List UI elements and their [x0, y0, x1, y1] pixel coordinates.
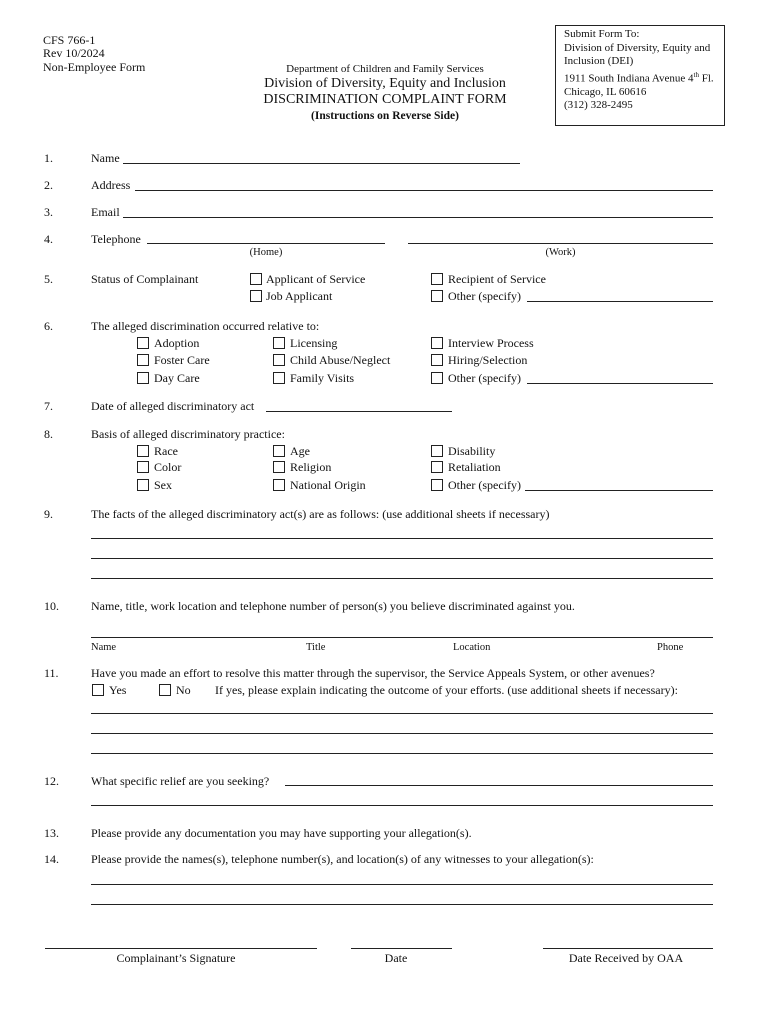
item-number-13: 13. [44, 826, 59, 840]
submit-city: Chicago, IL 60616 [564, 85, 647, 98]
item-number-8: 8. [44, 427, 53, 441]
resolve-line[interactable] [91, 753, 713, 754]
no-label: No [176, 683, 191, 697]
form-revision: Rev 10/2024 [43, 46, 105, 60]
relative-other-field[interactable] [527, 383, 713, 384]
resolve-question: Have you made an effort to resolve this matter through the supervisor, the Service Appeals System, or other avenues? [91, 666, 655, 680]
facts-line[interactable] [91, 558, 713, 559]
column-location: Location [453, 642, 491, 653]
persons-label: Name, title, work location and telephone number of person(s) you believe discriminated against you. [91, 599, 575, 613]
retaliation-checkbox[interactable] [431, 461, 443, 473]
signature-date-field[interactable] [351, 948, 452, 949]
recipient-of-service-checkbox[interactable] [431, 273, 443, 285]
basis-other-checkbox[interactable] [431, 479, 443, 491]
persons-line[interactable] [91, 637, 713, 638]
form-id: CFS 766-1 [43, 33, 96, 47]
address-label: Address [91, 178, 131, 192]
date-of-act-field[interactable] [266, 411, 452, 412]
job-applicant-checkbox[interactable] [250, 290, 262, 302]
item-number-12: 12. [44, 774, 59, 788]
foster-care-label: Foster Care [154, 353, 210, 367]
color-checkbox[interactable] [137, 461, 149, 473]
interview-process-label: Interview Process [448, 336, 534, 350]
family-visits-label: Family Visits [290, 371, 355, 385]
submit-form-box [555, 25, 725, 126]
item-number-7: 7. [44, 399, 53, 413]
interview-process-checkbox[interactable] [431, 337, 443, 349]
column-name: Name [91, 642, 117, 653]
color-label: Color [154, 460, 182, 474]
column-title: Title [306, 642, 326, 653]
disability-checkbox[interactable] [431, 445, 443, 457]
form-type: Non-Employee Form [43, 60, 146, 74]
child-abuse-checkbox[interactable] [273, 354, 285, 366]
sex-label: Sex [154, 478, 172, 492]
item-number-14: 14. [44, 852, 59, 866]
facts-line[interactable] [91, 538, 713, 539]
date-received-field[interactable] [543, 948, 713, 949]
department-name: Department of Children and Family Services [286, 63, 484, 75]
hiring-selection-label: Hiring/Selection [448, 353, 528, 367]
day-care-label: Day Care [154, 371, 200, 385]
home-phone-caption: (Home) [249, 247, 283, 258]
resolve-line[interactable] [91, 713, 713, 714]
age-label: Age [290, 444, 310, 458]
hiring-selection-checkbox[interactable] [431, 354, 443, 366]
race-checkbox[interactable] [137, 445, 149, 457]
form-title: DISCRIMINATION COMPLAINT FORM [263, 92, 507, 107]
yes-checkbox[interactable] [92, 684, 104, 696]
basis-label: Basis of alleged discriminatory practice: [91, 427, 285, 441]
name-field[interactable] [123, 163, 520, 164]
work-phone-caption: (Work) [545, 247, 576, 258]
relief-label: What specific relief are you seeking? [91, 774, 270, 788]
child-abuse-label: Child Abuse/Neglect [290, 353, 391, 367]
religion-checkbox[interactable] [273, 461, 285, 473]
division-name: Division of Diversity, Equity and Inclusion [264, 76, 506, 91]
relative-other-label: Other (specify) [448, 371, 521, 385]
email-label: Email [91, 205, 120, 219]
item-number-3: 3. [44, 205, 53, 219]
date-received-label: Date Received by OAA [568, 951, 684, 965]
item-number-2: 2. [44, 178, 53, 192]
witnesses-label: Please provide the names(s), telephone number(s), and location(s) of any witnesses to your allegation(s): [91, 852, 594, 866]
date-of-act-label: Date of alleged discriminatory act [91, 399, 255, 413]
recipient-of-service-label: Recipient of Service [448, 272, 546, 286]
instructions-note: (Instructions on Reverse Side) [311, 110, 459, 122]
item-number-1: 1. [44, 151, 53, 165]
status-other-checkbox[interactable] [431, 290, 443, 302]
no-checkbox[interactable] [159, 684, 171, 696]
relief-line[interactable] [91, 805, 713, 806]
resolve-line[interactable] [91, 733, 713, 734]
submit-division-abbr: Inclusion (DEI) [564, 55, 634, 67]
telephone-label: Telephone [91, 232, 141, 246]
submit-label: Submit Form To: [564, 28, 640, 40]
name-label: Name [91, 151, 120, 165]
if-yes-explain-label: If yes, please explain indicating the outcome of your efforts. (use additional sheets if necessary): [215, 683, 678, 697]
work-phone-field[interactable] [408, 243, 713, 244]
relief-field[interactable] [285, 785, 713, 786]
item-number-5: 5. [44, 272, 53, 286]
signature-date-label: Date [384, 951, 408, 965]
column-phone: Phone [657, 642, 684, 653]
status-label: Status of Complainant [91, 272, 199, 286]
item-number-10: 10. [44, 599, 59, 613]
facts-line[interactable] [91, 578, 713, 579]
address-field[interactable] [135, 190, 713, 191]
race-label: Race [154, 444, 178, 458]
religion-label: Religion [290, 460, 332, 474]
item-number-9: 9. [44, 507, 53, 521]
adoption-checkbox[interactable] [137, 337, 149, 349]
witnesses-line[interactable] [91, 904, 713, 905]
documentation-label: Please provide any documentation you may have supporting your allegation(s). [91, 826, 472, 840]
submit-address: 1911 South Indiana Avenue 4th Fl. [564, 70, 714, 85]
national-origin-label: National Origin [290, 478, 366, 492]
applicant-of-service-checkbox[interactable] [250, 273, 262, 285]
basis-other-field[interactable] [525, 490, 713, 491]
item-number-4: 4. [44, 232, 53, 246]
family-visits-checkbox[interactable] [273, 372, 285, 384]
yes-label: Yes [109, 683, 127, 697]
job-applicant-label: Job Applicant [266, 289, 333, 303]
submit-phone: (312) 328-2495 [564, 99, 633, 112]
email-field[interactable] [123, 217, 713, 218]
basis-other-label: Other (specify) [448, 478, 521, 492]
foster-care-checkbox[interactable] [137, 354, 149, 366]
item-number-11: 11. [44, 666, 59, 680]
adoption-label: Adoption [154, 336, 200, 350]
witnesses-line[interactable] [91, 884, 713, 885]
relative-other-checkbox[interactable] [431, 372, 443, 384]
day-care-checkbox[interactable] [137, 372, 149, 384]
item-number-6: 6. [44, 319, 53, 333]
sex-checkbox[interactable] [137, 479, 149, 491]
national-origin-checkbox[interactable] [273, 479, 285, 491]
facts-label: The facts of the alleged discriminatory act(s) are as follows: (use additional sheets if necessary) [91, 507, 550, 521]
licensing-label: Licensing [290, 336, 338, 350]
complainant-signature-field[interactable] [45, 948, 317, 949]
status-other-field[interactable] [527, 301, 713, 302]
licensing-checkbox[interactable] [273, 337, 285, 349]
complainant-signature-label: Complainant’s Signature [116, 951, 236, 965]
relative-to-label: The alleged discrimination occurred relative to: [91, 319, 320, 333]
retaliation-label: Retaliation [448, 460, 501, 474]
applicant-of-service-label: Applicant of Service [266, 272, 366, 286]
age-checkbox[interactable] [273, 445, 285, 457]
home-phone-field[interactable] [147, 243, 385, 244]
submit-division: Division of Diversity, Equity and [564, 41, 711, 54]
disability-label: Disability [448, 444, 496, 458]
status-other-label: Other (specify) [448, 289, 521, 303]
